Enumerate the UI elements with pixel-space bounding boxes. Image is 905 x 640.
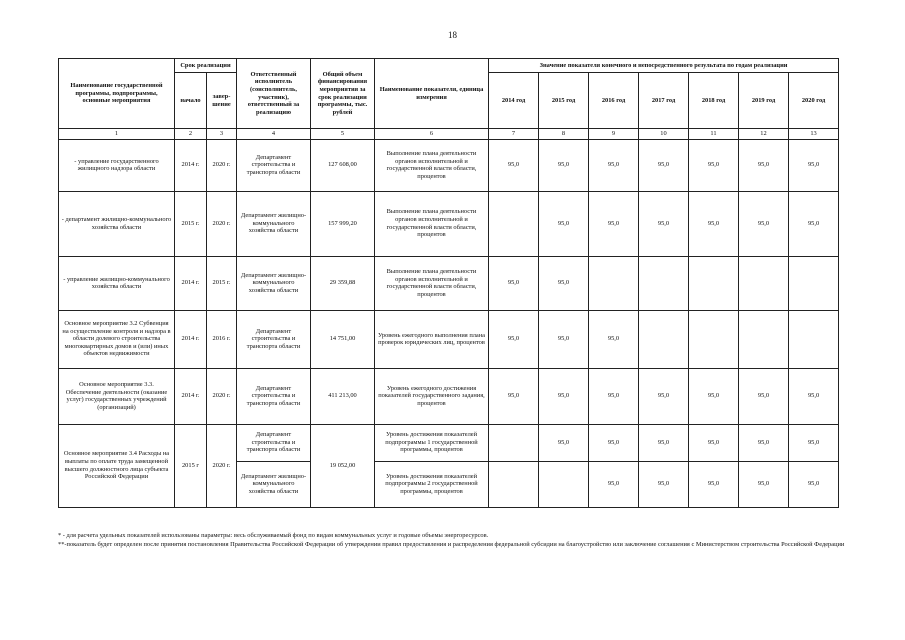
year-value: 95,0 — [489, 256, 539, 310]
program-name: Основное мероприятие 3.4 Расходы на выплаты по оплате труда замещенной высшего должностного лица субъекта Российской Федерации — [59, 424, 175, 507]
header-year: 2018 год — [689, 73, 739, 129]
indicator: Уровень ежегодного достижения показателей государственного задания, процентов — [375, 368, 489, 424]
funding: 411 213,00 — [311, 368, 375, 424]
header-year: 2015 год — [539, 73, 589, 129]
executor: Департамент жилищно-коммунального хозяйства области — [237, 461, 311, 507]
header-year: 2017 год — [639, 73, 689, 129]
year-value: 95,0 — [789, 424, 839, 461]
footnotes — [58, 531, 848, 549]
start-year: 2014 г. — [175, 139, 207, 191]
executor: Департамент строительства и транспорта области — [237, 368, 311, 424]
column-index: 2 — [175, 129, 207, 140]
executor: Департамент строительства и транспорта области — [237, 424, 311, 461]
year-value — [689, 256, 739, 310]
header-year: 2016 год — [589, 73, 639, 129]
header-start: начало — [175, 73, 207, 129]
header-end: завер-шение — [207, 73, 237, 129]
column-index: 3 — [207, 129, 237, 140]
year-value: 95,0 — [539, 424, 589, 461]
start-year: 2014 г. — [175, 368, 207, 424]
start-year: 2015 г — [175, 424, 207, 507]
year-value — [739, 256, 789, 310]
year-value — [489, 191, 539, 256]
end-year: 2016 г. — [207, 310, 237, 368]
column-index: 8 — [539, 129, 589, 140]
end-year: 2020 г. — [207, 424, 237, 507]
executor: Департамент жилищно-коммунального хозяйства области — [237, 256, 311, 310]
year-value: 95,0 — [739, 424, 789, 461]
year-value: 95,0 — [589, 368, 639, 424]
year-value: 95,0 — [589, 139, 639, 191]
indicator: Уровень достижения показателей подпрограммы 2 государственной программы, процентов — [375, 461, 489, 507]
year-value: 95,0 — [589, 191, 639, 256]
funding: 157 999,20 — [311, 191, 375, 256]
start-year: 2014 г. — [175, 256, 207, 310]
column-index: 1 — [59, 129, 175, 140]
executor: Департамент строительства и транспорта области — [237, 310, 311, 368]
end-year: 2015 г. — [207, 256, 237, 310]
year-value — [489, 461, 539, 507]
year-value — [689, 310, 739, 368]
year-value: 95,0 — [789, 368, 839, 424]
indicator: Выполнение плана деятельности органов исполнительной и государственной власти области, процентов — [375, 256, 489, 310]
year-value — [639, 256, 689, 310]
year-value: 95,0 — [639, 191, 689, 256]
column-index-row — [59, 129, 839, 140]
year-value: 95,0 — [639, 139, 689, 191]
header-period: Срок реализации — [175, 59, 237, 73]
header-year: 2020 год — [789, 73, 839, 129]
table-row — [59, 424, 839, 461]
table-row — [59, 139, 839, 191]
year-value — [539, 461, 589, 507]
indicator: Уровень достижения показателей подпрограммы 1 государственной программы, процентов — [375, 424, 489, 461]
end-year: 2020 г. — [207, 368, 237, 424]
end-year: 2020 г. — [207, 191, 237, 256]
year-value: 95,0 — [489, 310, 539, 368]
year-value: 95,0 — [589, 424, 639, 461]
table-row — [59, 191, 839, 256]
year-value: 95,0 — [789, 461, 839, 507]
executor: Департамент жилищно-коммунального хозяйства области — [237, 191, 311, 256]
year-value: 95,0 — [689, 191, 739, 256]
program-name: - департамент жилищно-коммунального хозяйства области — [59, 191, 175, 256]
table-row — [59, 310, 839, 368]
program-name: - управление жилищно-коммунального хозяйства области — [59, 256, 175, 310]
column-index: 12 — [739, 129, 789, 140]
year-value: 95,0 — [689, 139, 739, 191]
footnote: * - для расчета удельных показателей использованы параметры: весь обслуживаемый фонд по видам коммунальных услуг и годовые объемы энергоресурсов. — [58, 532, 489, 539]
program-name: Основное мероприятие 3.3. Обеспечение деятельности (оказание услуг) государственных учреждений (организаций) — [59, 368, 175, 424]
column-index: 5 — [311, 129, 375, 140]
table-row — [59, 256, 839, 310]
year-value: 95,0 — [539, 368, 589, 424]
column-index: 13 — [789, 129, 839, 140]
column-index: 6 — [375, 129, 489, 140]
year-value — [489, 424, 539, 461]
year-value — [789, 310, 839, 368]
year-value: 95,0 — [689, 368, 739, 424]
executor: Департамент строительства и транспорта области — [237, 139, 311, 191]
header-funding: Общий объем финансирования мероприятия за срок реализации программы, тыс. рублей — [311, 59, 375, 129]
year-value: 95,0 — [789, 139, 839, 191]
header-year: 2019 год — [739, 73, 789, 129]
header-year: 2014 год — [489, 73, 539, 129]
start-year: 2014 г. — [175, 310, 207, 368]
start-year: 2015 г. — [175, 191, 207, 256]
year-value — [789, 256, 839, 310]
header-indicator: Наименование показателя, единица измерения — [375, 59, 489, 129]
table-row — [59, 368, 839, 424]
end-year: 2020 г. — [207, 139, 237, 191]
year-value: 95,0 — [739, 139, 789, 191]
column-index: 7 — [489, 129, 539, 140]
year-value: 95,0 — [539, 139, 589, 191]
funding: 29 359,88 — [311, 256, 375, 310]
year-value: 95,0 — [539, 256, 589, 310]
program-name: Основное мероприятие 3.2 Субвенция на осуществление контроля и надзора в области долевого строительства многоквартирных домов и (или) иных объектов недвижимости — [59, 310, 175, 368]
year-value: 95,0 — [639, 368, 689, 424]
year-value: 95,0 — [489, 368, 539, 424]
year-value: 95,0 — [689, 461, 739, 507]
year-value: 95,0 — [589, 310, 639, 368]
column-index: 11 — [689, 129, 739, 140]
year-value: 95,0 — [539, 310, 589, 368]
year-value — [589, 256, 639, 310]
year-value: 95,0 — [739, 368, 789, 424]
year-value: 95,0 — [589, 461, 639, 507]
header-program-name: Наименование государственной программы, подпрограммы, основные мероприятия — [59, 59, 175, 129]
year-value: 95,0 — [539, 191, 589, 256]
funding: 19 052,00 — [311, 424, 375, 507]
program-table — [58, 58, 839, 508]
year-value — [639, 310, 689, 368]
year-value: 95,0 — [739, 461, 789, 507]
header-values-title: Значение показателя конечного и непосредственного результата по годам реализации — [489, 59, 839, 73]
indicator: Выполнение плана деятельности органов исполнительной и государственной власти области, процентов — [375, 139, 489, 191]
year-value: 95,0 — [639, 461, 689, 507]
year-value: 95,0 — [489, 139, 539, 191]
year-value — [739, 310, 789, 368]
header-executor: Ответственный исполнитель (соисполнитель, участник), ответственный за реализацию — [237, 59, 311, 129]
column-index: 10 — [639, 129, 689, 140]
program-name: - управление государственного жилищного надзора области — [59, 139, 175, 191]
footnote: **-показатель будет определен после принятия постановления Правительства Российской Федерации об утверждении правил предоставления и распределения федеральной субсидии на благоустройство или заключение соглашения с Министерством строительства Российской Федерации — [58, 541, 845, 548]
funding: 14 751,00 — [311, 310, 375, 368]
year-value: 95,0 — [739, 191, 789, 256]
year-value: 95,0 — [689, 424, 739, 461]
year-value: 95,0 — [639, 424, 689, 461]
column-index: 4 — [237, 129, 311, 140]
year-value: 95,0 — [789, 191, 839, 256]
indicator: Уровень ежегодного выполнения плана проверок юридических лиц, процентов — [375, 310, 489, 368]
funding: 127 608,00 — [311, 139, 375, 191]
page-number: 18 — [448, 30, 457, 40]
column-index: 9 — [589, 129, 639, 140]
indicator: Выполнение плана деятельности органов исполнительной и государственной власти области, процентов — [375, 191, 489, 256]
